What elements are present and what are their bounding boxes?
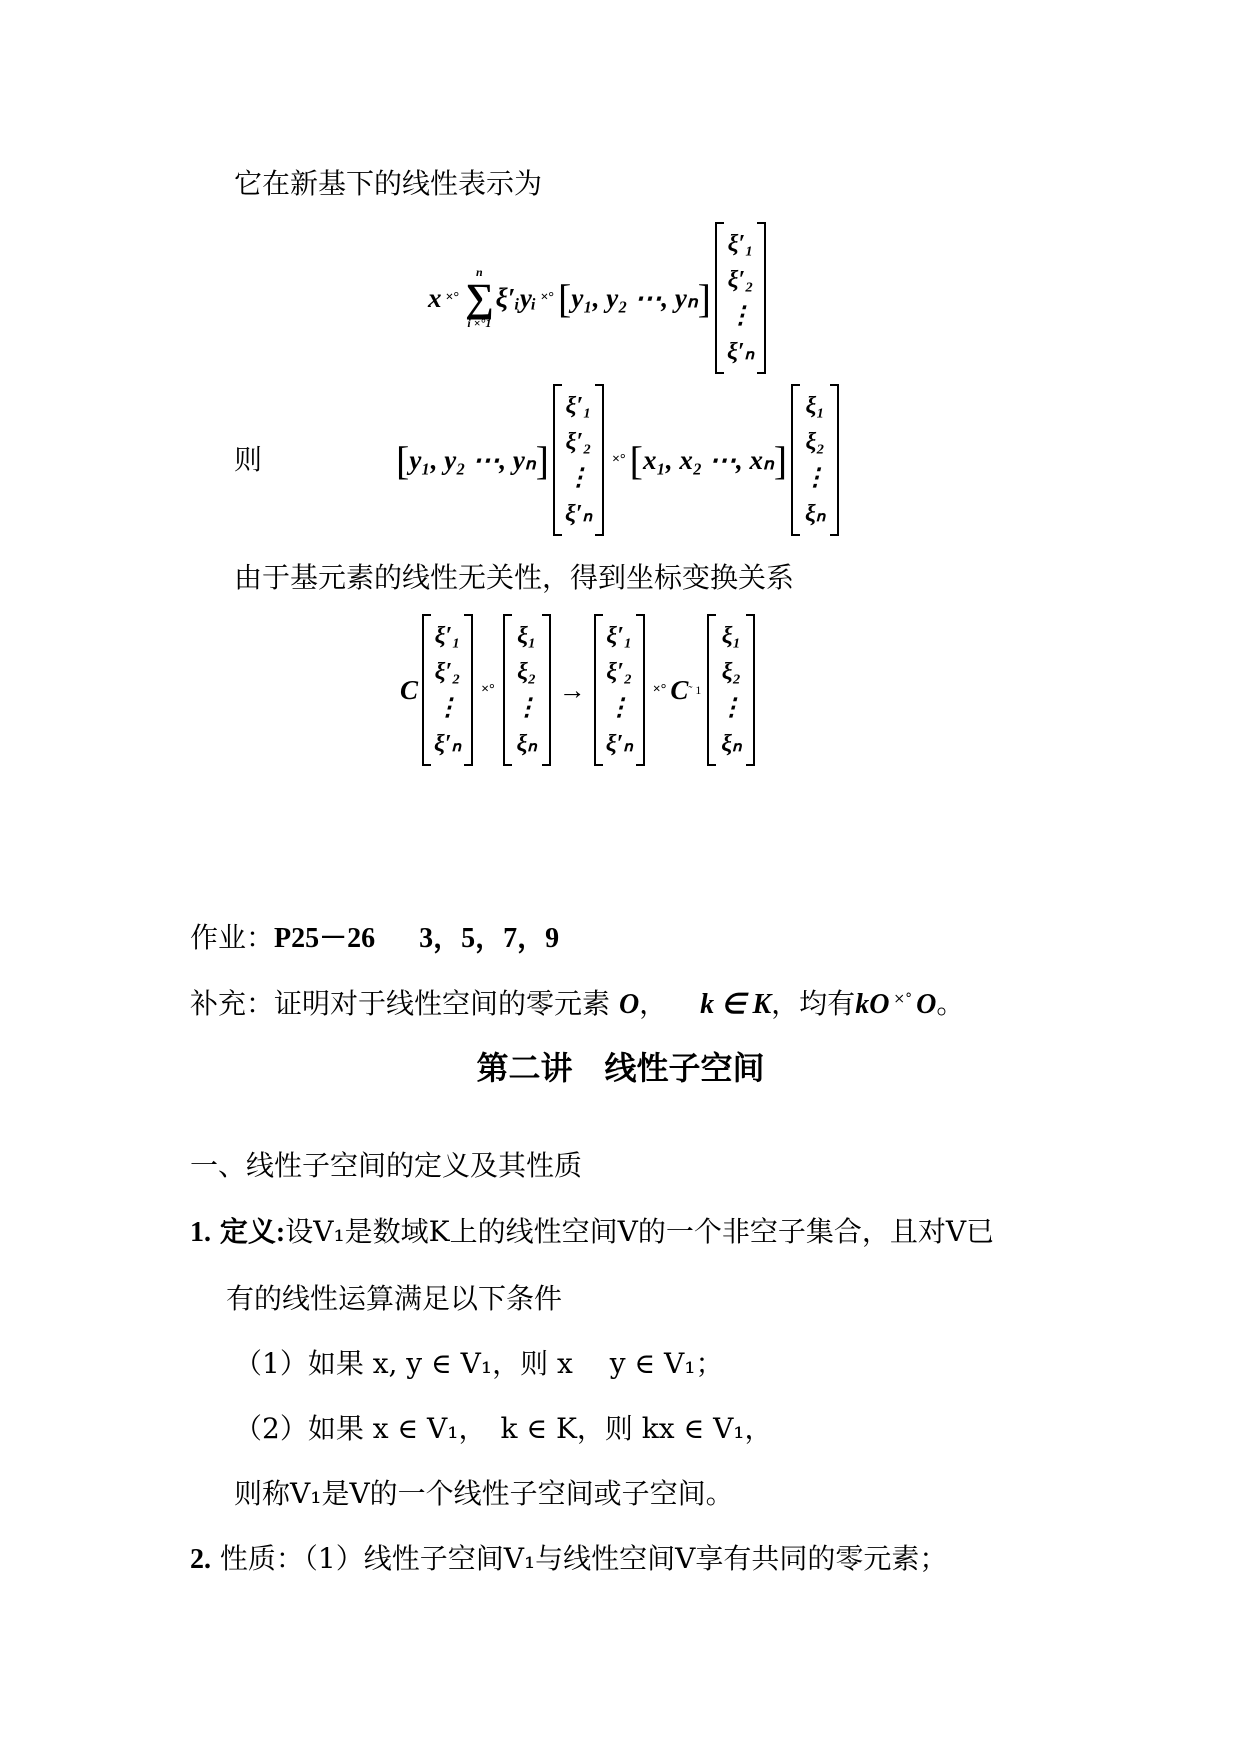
column-matrix [715, 222, 766, 374]
entry: ⋮ [514, 695, 539, 721]
sum-lower: i ×°1 [467, 316, 492, 330]
entry: ⋮ [719, 695, 744, 721]
eq1-lhs: x [428, 282, 442, 313]
entry: ξ₂ [517, 659, 537, 685]
entry: ⋮ [728, 303, 753, 329]
entry: ξ′₁ [606, 623, 633, 649]
column-matrix [791, 384, 839, 536]
row-vector-content: x₁, x₂ ⋯, xₙ [642, 444, 774, 475]
homework-line [190, 921, 560, 954]
entry: ξ′₁ [565, 393, 592, 419]
definition-label: 定义: [219, 1217, 286, 1248]
property-text: （1）线性子空间V₁与线性空间V享有共同的零元素； [303, 1542, 948, 1575]
sum-upper: n [475, 265, 483, 279]
entry: ξ′₁ [434, 623, 461, 649]
entry: ξ′₂ [565, 429, 592, 455]
inverse-mark: ˜ 1 [688, 682, 702, 697]
eq1-term: ξ′ᵢyᵢ [495, 282, 537, 313]
entry: ξₙ [721, 731, 742, 757]
entry: ξ′ₙ [605, 731, 633, 757]
column-matrix [553, 384, 604, 536]
entry: ξ₁ [805, 393, 825, 419]
math-o-2: O [916, 989, 937, 1020]
equation-2 [396, 384, 843, 536]
eq3-equals: ×° [481, 682, 495, 697]
row-vector-y: [ y₁, y₂ ⋯, yₙ ] [396, 437, 549, 483]
definition-text: 设V₁是数域K上的线性空间V的一个非空子集合，且对V已 [285, 1215, 995, 1248]
row-vector-content: y₁, y₂ ⋯, yₙ [409, 444, 536, 475]
column-matrix [422, 614, 473, 766]
supplement-line [190, 987, 965, 1020]
eq1-equals-2: ×° [540, 290, 555, 305]
math-ko: kO [855, 989, 890, 1020]
definition-conclusion: 则称V₁是V的一个线性子空间或子空间。 [234, 1477, 734, 1510]
then-label: 则 [234, 443, 263, 476]
row-vector-content: y₁, y₂ ⋯, yₙ [571, 282, 698, 313]
supplement-text: 证明对于线性空间的零元素 [274, 987, 611, 1020]
section-heading: 一、线性子空间的定义及其性质 [190, 1149, 583, 1182]
property-line [190, 1542, 948, 1575]
property-label: 性质： [219, 1542, 304, 1575]
matrix-c-inverse: C [670, 674, 689, 705]
entry: ξ′₁ [727, 231, 754, 257]
entry: ⋮ [803, 465, 828, 491]
eq2-equals: ×° [612, 452, 626, 467]
definition-line-1 [190, 1215, 995, 1248]
row-vector: [ y₁, y₂ ⋯, yₙ ] [558, 275, 711, 321]
item-number: 1. [190, 1217, 211, 1248]
equation-3 [400, 614, 759, 766]
column-matrix [503, 614, 551, 766]
eq3-equals-2: ×° [652, 682, 667, 697]
arrow-icon: → [558, 674, 586, 705]
entry: ξₙ [516, 731, 537, 757]
summation [465, 265, 494, 331]
condition-2: （2）如果 x ∈ V₁， k ∈ K，则 kx ∈ V₁， [234, 1412, 773, 1445]
column-matrix [594, 614, 645, 766]
row-vector-x: [ x₁, x₂ ⋯, xₙ ] [629, 437, 788, 483]
entry: ξ₂ [721, 659, 741, 685]
equation-1 [428, 222, 770, 374]
supplement-text-2: ，均有 [771, 987, 856, 1020]
reason-text: 由于基元素的线性无关性，得到坐标变换关系 [234, 561, 795, 594]
supplement-label: 补充： [190, 987, 275, 1020]
item-number: 2. [190, 1544, 211, 1575]
lecture-title: 第二讲 线性子空间 [476, 1049, 765, 1087]
comma: ， [639, 987, 668, 1020]
entry: ξ′ₙ [434, 731, 462, 757]
entry: ⋮ [566, 465, 591, 491]
intro-text: 它在新基下的线性表示为 [234, 167, 543, 200]
math-k-in-K: k ∈ K [700, 989, 772, 1020]
homework-items: 3，5，7，9 [419, 923, 560, 954]
equals-glyph: ×° [893, 990, 913, 1007]
entry: ξ′₂ [727, 267, 754, 293]
entry: ξₙ [804, 501, 826, 527]
math-o: O [618, 989, 640, 1020]
entry: ⋮ [607, 695, 632, 721]
column-matrix [707, 614, 755, 766]
entry: ξ₁ [517, 623, 537, 649]
sigma-symbol: ∑ [465, 275, 494, 320]
homework-pages: P25－26 [274, 923, 376, 954]
condition-1: （1）如果 x, y ∈ V₁，则 x y ∈ V₁； [234, 1347, 724, 1380]
entry: ξ′₂ [606, 659, 633, 685]
eq1-equals: ×° [445, 290, 460, 305]
homework-label: 作业： [190, 921, 275, 954]
definition-line-2: 有的线性运算满足以下条件 [226, 1282, 563, 1315]
period: 。 [936, 987, 965, 1020]
entry: ξ₂ [805, 429, 825, 455]
entry: ⋮ [435, 695, 460, 721]
entry: ξ₁ [721, 623, 741, 649]
matrix-c: C [400, 674, 419, 705]
entry: ξ′ₙ [726, 339, 755, 365]
entry: ξ′₂ [434, 659, 461, 685]
entry: ξ′ₙ [564, 501, 593, 527]
